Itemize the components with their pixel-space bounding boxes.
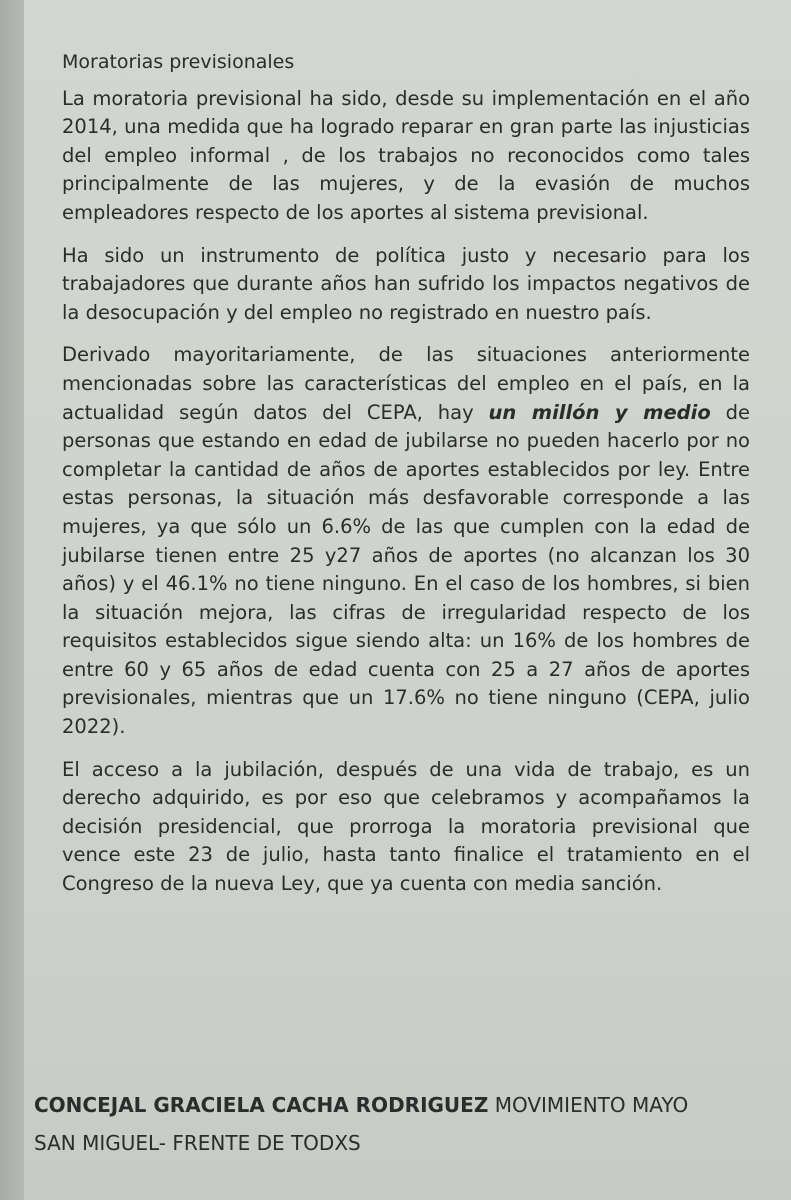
signature-org-2: SAN MIGUEL- FRENTE DE TODXS <box>34 1131 361 1155</box>
paragraph-3-end: de personas que estando en edad de jubilarse no pueden hacerlo por no completar la cantidad de años de aportes establecidos por ley. Entre estas personas, la situación más desfavorable corresponde a las mujeres, ya que sólo un 6.6% de las que cumplen con la edad de jubilarse tienen entre 25 y27 años de aportes (no alcanzan los 30 años) y el 46.1% no tiene ninguno. En el caso de los hombres, si bien la situación mejora, las cifras de irregularidad respecto de los requisitos establecidos sigue siendo alta: un 16% de los hombres de entre 60 y 65 años de edad cuenta con 25 a 27 años de aportes previsionales, mientras que un 17.6% no tiene ninguno (CEPA, julio 2022). <box>62 400 750 739</box>
signature-name: CONCEJAL GRACIELA CACHA RODRIGUEZ <box>34 1093 489 1117</box>
document-title: Moratorias previsionales <box>62 51 295 73</box>
paragraph-1: La moratoria previsional ha sido, desde su implementación en el año 2014, una medida que ha logrado reparar en gran parte las injusticias del empleo informal , de los trabajos no reconocidos como tales principalmente de las mujeres, y de la evasión de muchos empleadores respecto de los aportes al sistema previsional. <box>62 86 750 224</box>
signature-line-1 <box>34 1086 764 1124</box>
paragraph-2: Ha sido un instrumento de política justo y necesario para los trabajadores que durante años han sufrido los impactos negativos de la desocupación y del empleo no registrado en nuestro país. <box>62 243 750 324</box>
signature-org-1: MOVIMIENTO MAYO <box>494 1093 689 1117</box>
paragraph-4: El acceso a la jubilación, después de una vida de trabajo, es un derecho adquirido, es por eso que celebramos y acompañamos la decisión presidencial, que prorroga la moratoria previsional que vence este 23 de julio, hasta tanto finalice el tratamiento en el Congreso de la nueva Ley, que ya cuenta con media sanción. <box>62 757 750 896</box>
paragraph-3-start: Derivado mayoritariamente, de las situaciones anteriormente mencionadas sobre las características del empleo en el país, en la actualidad según datos del CEPA, hay <box>62 343 750 424</box>
emphasis-million: un millón y medio <box>488 400 711 424</box>
document-body <box>62 48 750 913</box>
paragraph-3 <box>62 341 750 741</box>
signature-block <box>34 1086 764 1162</box>
